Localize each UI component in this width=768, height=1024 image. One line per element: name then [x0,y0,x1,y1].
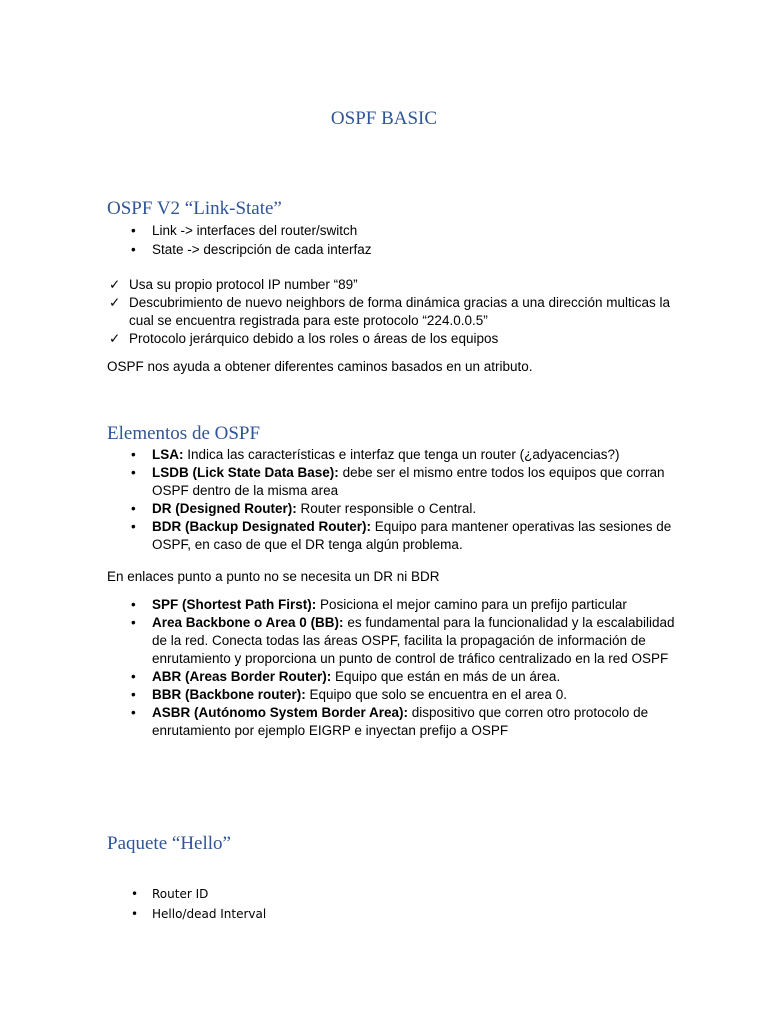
bullet-icon: • [131,597,136,612]
list-item: • LSDB (Lick State Data Base): debe ser el mismo entre todos los equipos que corran OSPF dentro de la misma area [131,465,665,498]
list-item: • Hello/dead Interval [0,905,680,925]
page-title: OSPF BASIC [330,108,438,129]
section-heading-hello: Paquete “Hello” [107,833,231,854]
list-item: • ABR (Areas Border Router): Equipo que están en más de un área. [131,669,561,684]
list-item: • SPF (Shortest Path First): Posiciona el mejor camino para un prefijo particular [131,597,627,612]
list-item: • BBR (Backbone router): Equipo que solo se encuentra en el area 0. [131,687,567,702]
bullet-icon: • [131,242,136,257]
bullet-icon: • [131,223,136,238]
bullet-icon: • [131,615,136,630]
bullet-icon: • [131,447,136,462]
list-item: • LSA: Indica las características e interfaz que tenga un router (¿adyacencias?) [131,447,620,462]
list-item: • ASBR (Autónomo System Border Area): dispositivo que corren otro protocolo de enrutamiento por ejemplo EIGRP e inyectan prefijo a OSPF [131,705,649,738]
feature-check-list [0,276,680,348]
bullet-icon: • [131,887,139,901]
checkmark-icon: ✓ [109,331,121,346]
bullet-icon: • [131,906,139,921]
checkmark-icon: ✓ [109,295,121,310]
bullet-icon: • [131,465,136,480]
bullet-icon: • [131,705,136,720]
hello-bullet-list [0,885,680,924]
list-item: • Link -> interfaces del router/switch [131,223,358,238]
link-state-bullet-list [0,222,680,259]
bullet-icon: • [131,519,136,534]
elements-bullet-list-1 [0,446,680,554]
list-item: • DR (Designed Router): Router responsible o Central. [131,501,477,516]
section-heading-link-state: OSPF V2 “Link-State” [107,198,282,219]
list-item: ✓ Protocolo jerárquico debido a los roles o áreas de los equipos [109,331,499,346]
elements-bullet-list-2 [0,596,680,740]
checkmark-icon: ✓ [109,277,121,292]
list-item: • Router ID [0,885,680,905]
ospf-paragraph: OSPF nos ayuda a obtener diferentes caminos basados en un atributo. [107,359,533,374]
list-item: ✓ Usa su propio protocol IP number “89” [109,277,358,292]
list-item: • Area Backbone o Area 0 (BB): es fundamental para la funcionalidad y la escalabilidad de la red. Conecta todas las áreas OSPF, facilita la propagación de información de enrutamiento y proporciona un punto de control de tráfico centralizado en la red OSPF [131,615,675,666]
section-heading-elementos: Elementos de OSPF [107,423,261,444]
bullet-icon: • [131,669,136,684]
list-item: • State -> descripción de cada interfaz [131,242,372,257]
bullet-icon: • [131,501,136,516]
list-item: ✓ Descubrimiento de nuevo neighbors de forma dinámica gracias a una dirección multicas la cual se encuentra registrada para este protocolo “224.0.0.5” [109,295,671,328]
list-item: • BDR (Backup Designated Router): Equipo para mantener operativas las sesiones de OSPF, en caso de que el DR tenga algún problema. [131,519,672,552]
point-to-point-paragraph: En enlaces punto a punto no se necesita un DR ni BDR [107,569,440,584]
bullet-icon: • [131,687,136,702]
